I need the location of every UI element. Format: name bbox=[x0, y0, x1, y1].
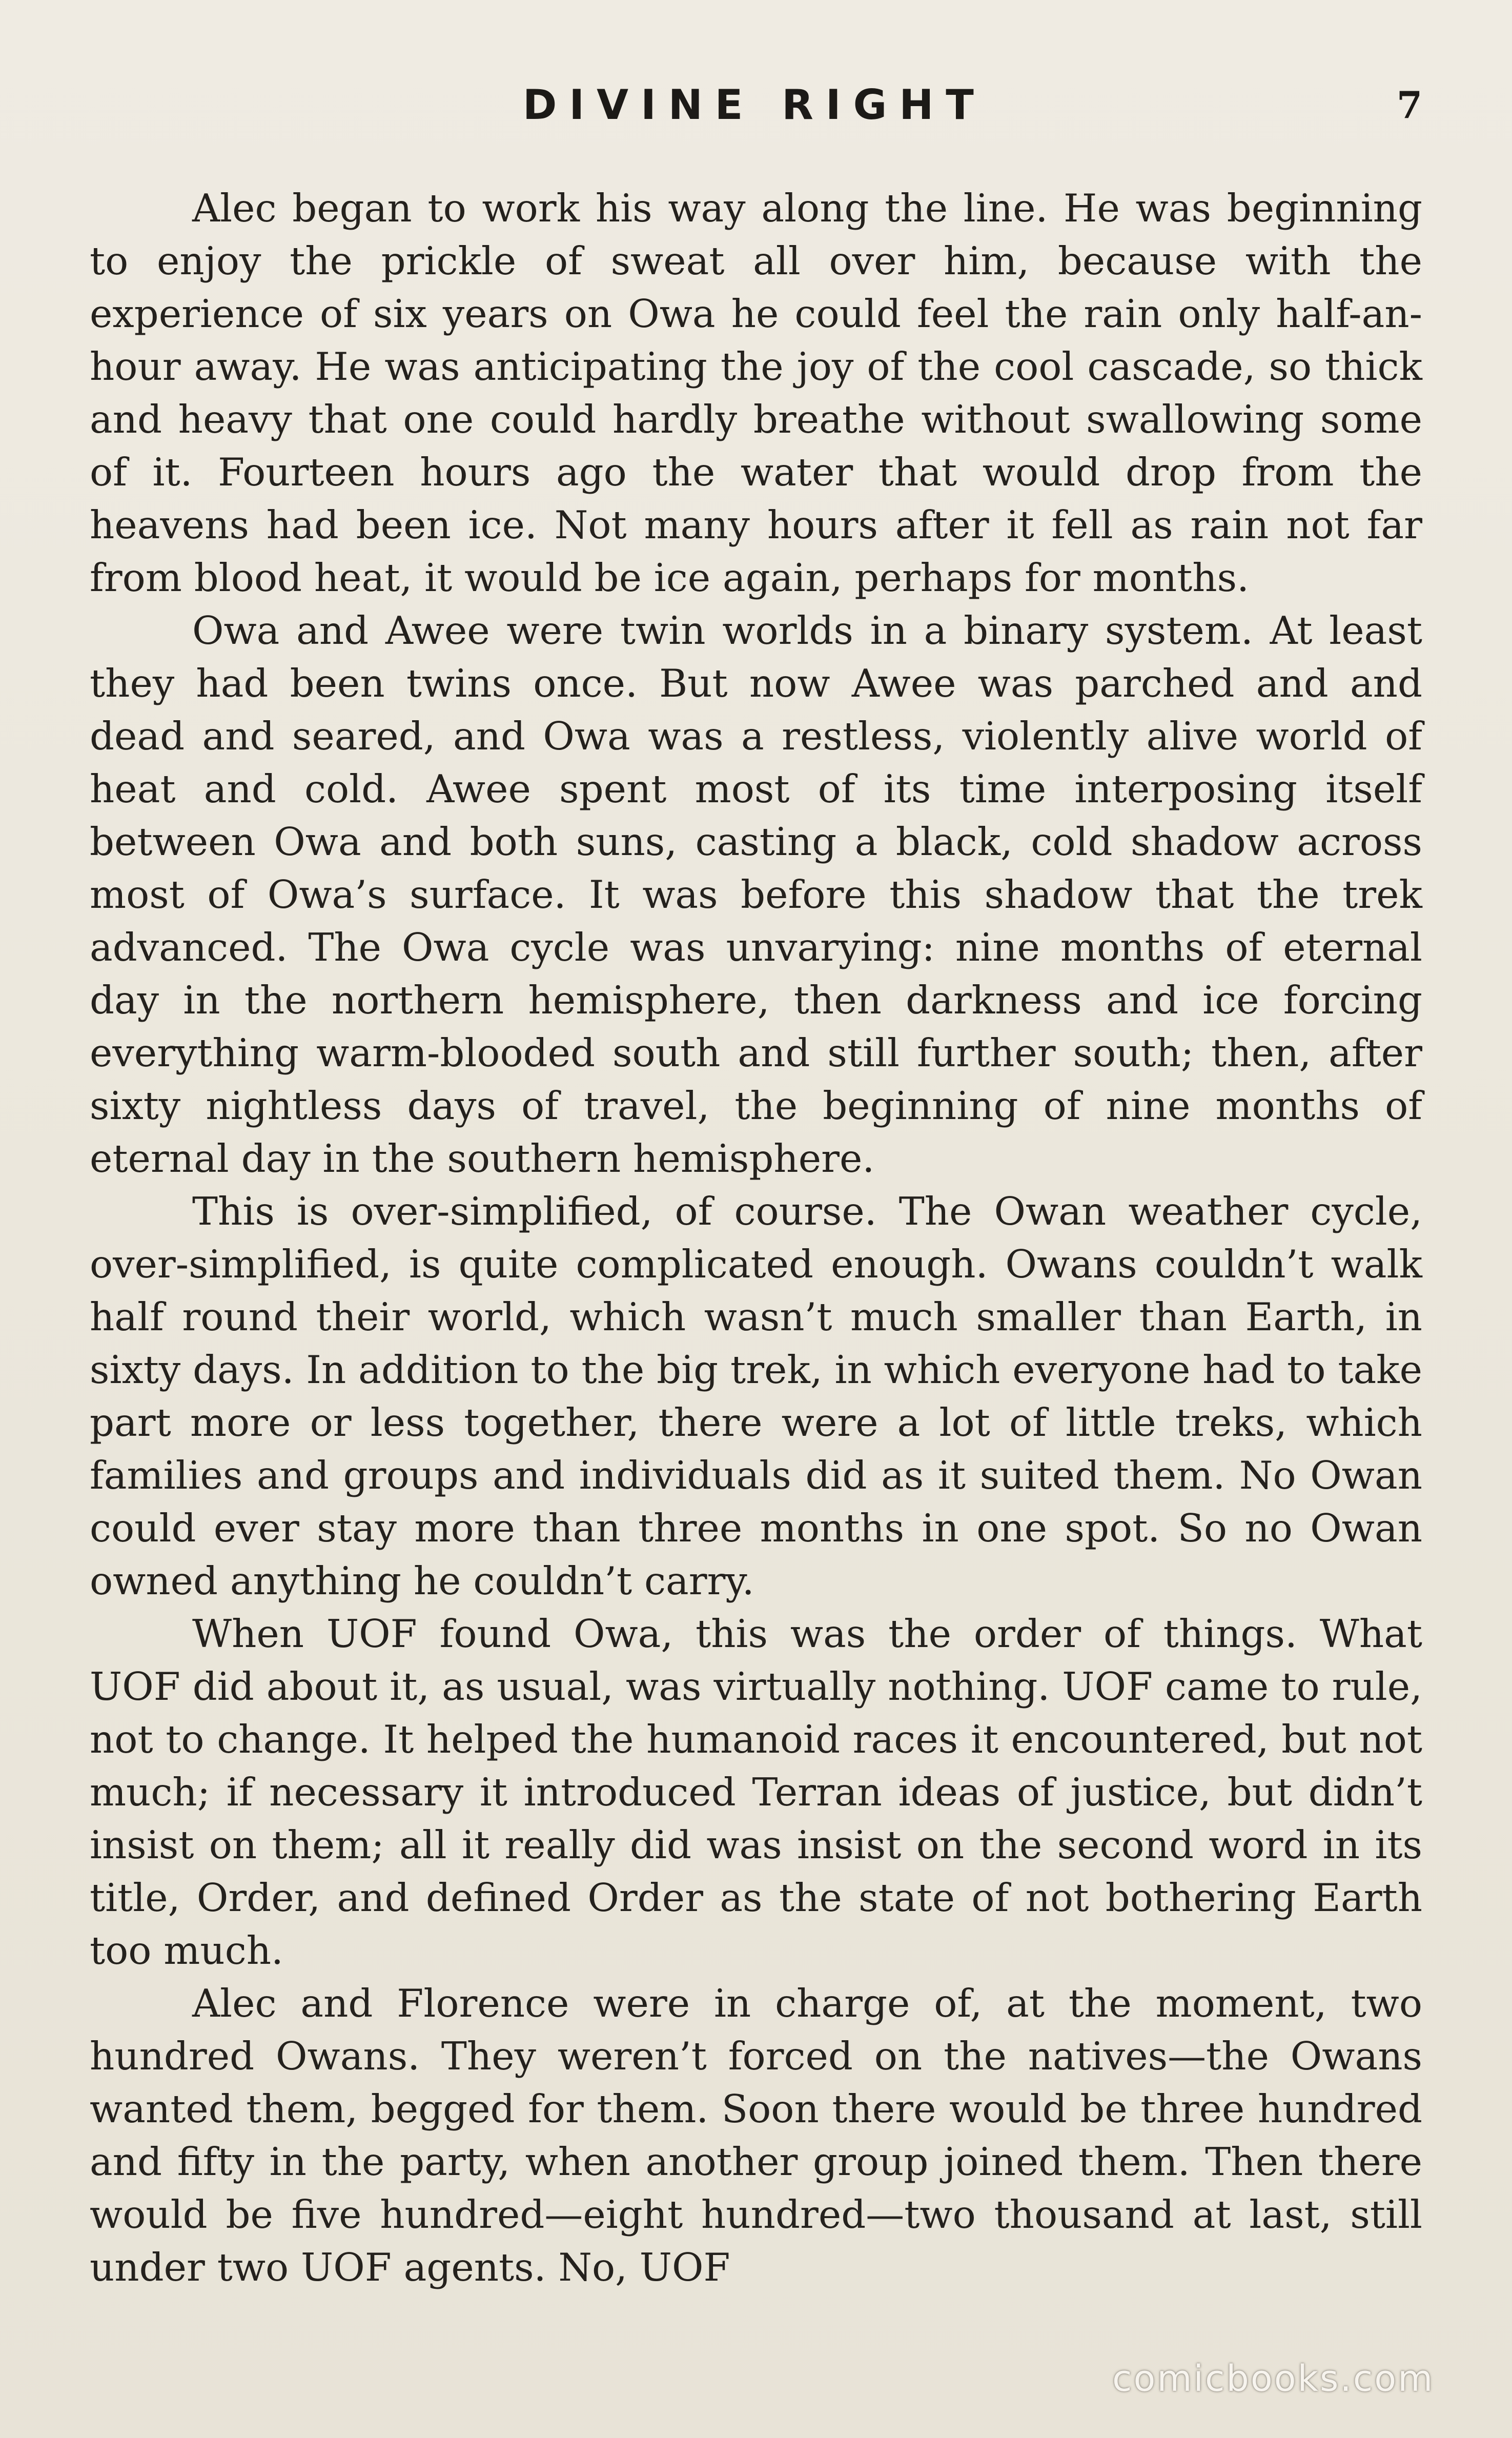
watermark: comicbooks.com bbox=[1112, 2358, 1435, 2400]
page-number: 7 bbox=[1397, 83, 1423, 127]
body-text bbox=[90, 182, 1422, 2294]
running-title: DIVINE RIGHT bbox=[523, 81, 986, 129]
paragraph: Alec and Florence were in charge of, at the moment, two hundred Owans. They weren’t forced on the natives—the Owans wanted them, begged for them. Soon there would be three hundred and fifty in the party, when another group joined them. Then there would be five hundred—eight hundred—two thousand at last, still under two UOF agents. No, UOF bbox=[90, 1981, 1422, 2290]
paragraph: When UOF found Owa, this was the order of things. What UOF did about it, as usual, was virtually nothing. UOF came to rule, not to change. It helped the humanoid races it encountered, but not much; if necessary it introduced Terran ideas of justice, but didn’t insist on them; all it really did was insist on the second word in its title, Order, and defined Order as the state of not bothering Earth too much. bbox=[90, 1611, 1422, 1973]
paragraph: This is over-simplified, of course. The Owan weather cycle, over-simplified, is quite complicated enough. Owans couldn’t walk half round their world, which wasn’t much smaller than Earth, in sixty days. In addition to the big trek, in which everyone had to take part more or less together, there were a lot of little treks, which families and groups and individuals did as it suited them. No Owan could ever stay more than three months in one spot. So no Owan owned anything he couldn’t carry. bbox=[90, 1189, 1422, 1603]
paragraph: Alec began to work his way along the line. He was beginning to enjoy the prickle of sweat all over him, because with the experience of six years on Owa he could feel the rain only half-an-hour away. He was anticipating the joy of the cool cascade, so thick and heavy that one could hardly breathe without swallowing some of it. Fourteen hours ago the water that would drop from the heavens had been ice. Not many hours after it fell as rain not far from blood heat, it would be ice again, perhaps for months. bbox=[90, 186, 1422, 600]
paragraph: Owa and Awee were twin worlds in a binary system. At least they had been twins once. But now Awee was parched and and dead and seared, and Owa was a restless, violently alive world of heat and cold. Awee spent most of its time interposing itself between Owa and both suns, casting a black, cold shadow across most of Owa’s surface. It was before this shadow that the trek advanced. The Owa cycle was unvarying: nine months of eternal day in the northern hemisphere, then darkness and ice forcing everything warm-blooded south and still further south; then, after sixty nightless days of travel, the beginning of nine months of eternal day in the southern hemisphere. bbox=[90, 608, 1422, 1181]
running-head bbox=[0, 77, 1512, 133]
